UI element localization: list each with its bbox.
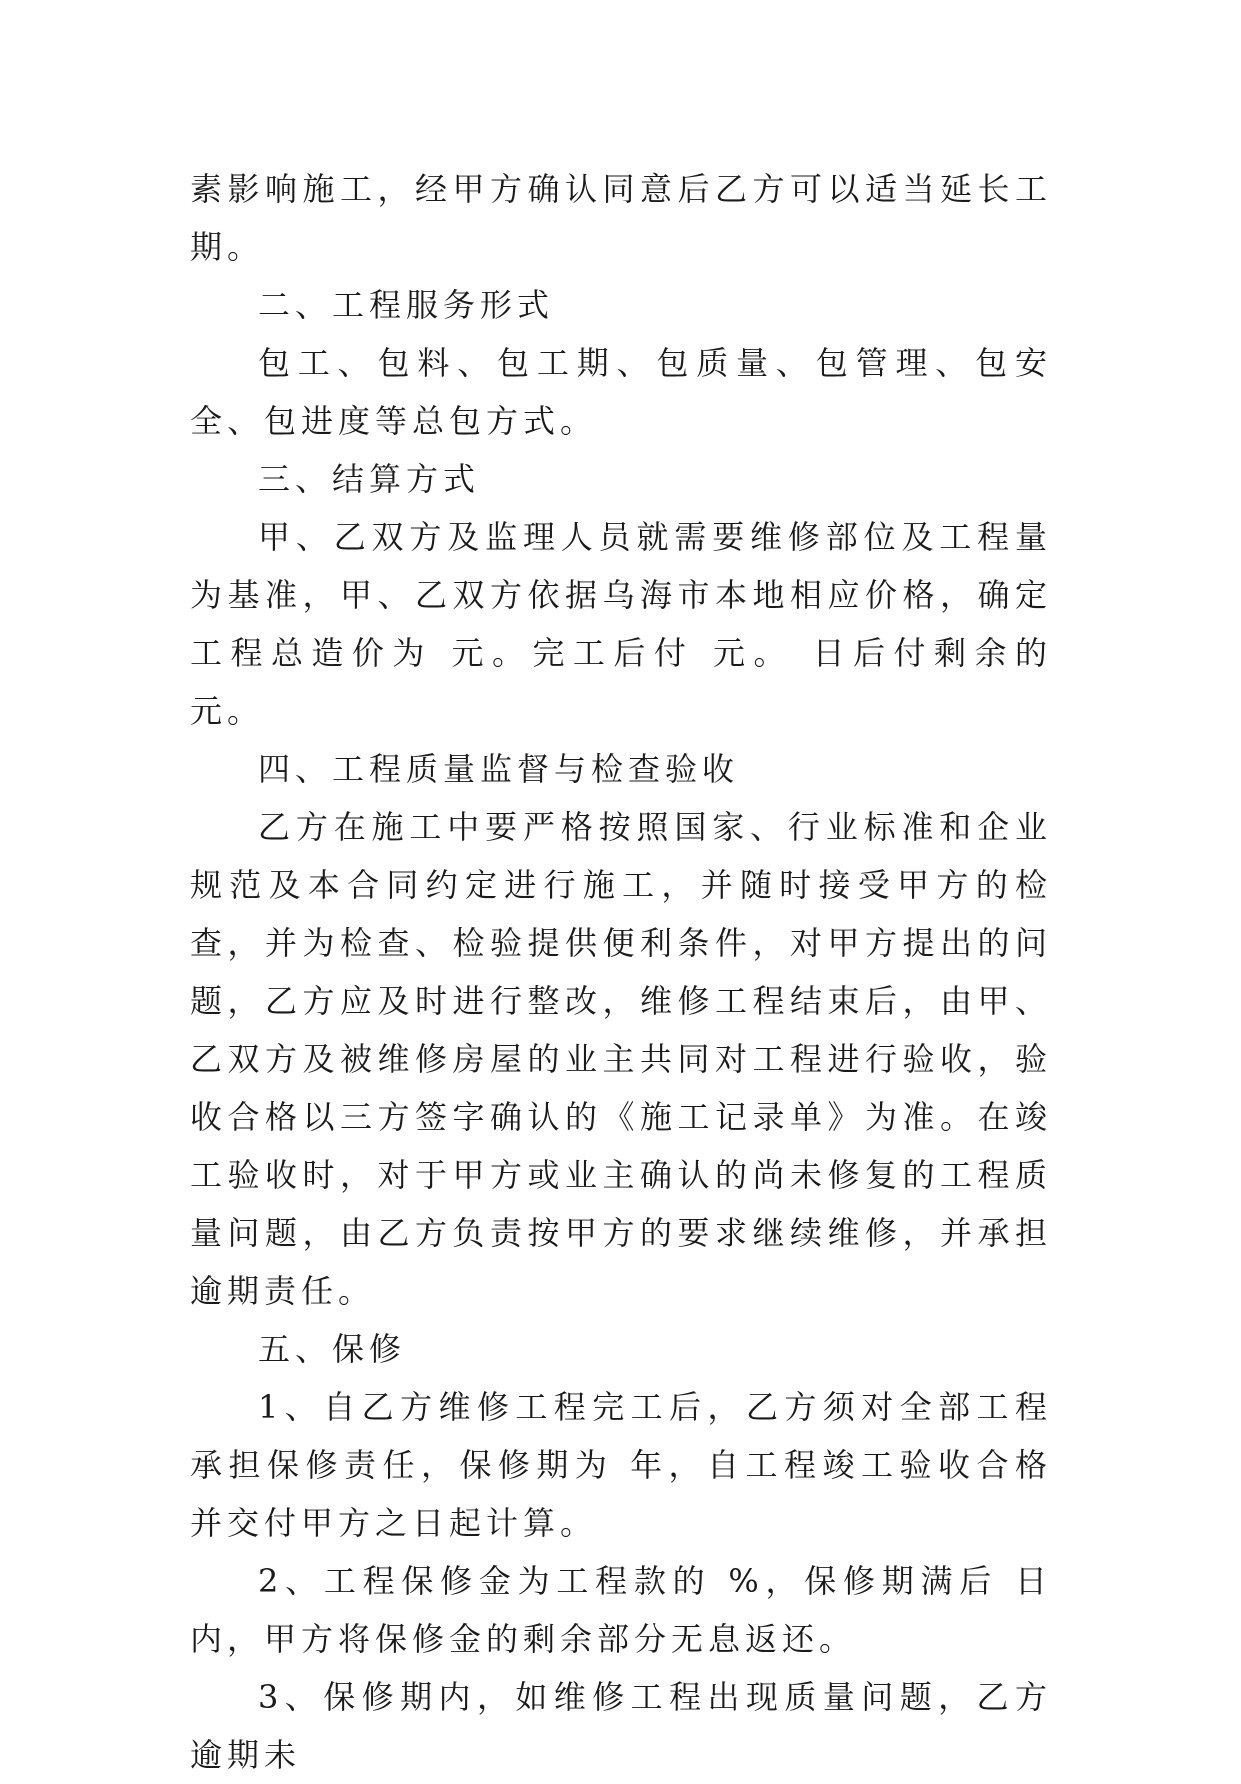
section-heading-warranty: 五、保修	[258, 1330, 407, 1368]
section-heading-service-form: 二、工程服务形式	[258, 286, 555, 324]
section-heading-quality-inspection: 四、工程质量监督与检查验收	[258, 750, 740, 788]
document-body	[190, 160, 1052, 1784]
paragraph-warranty-1: 1、自乙方维修工程完工后，乙方须对全部工程承担保修责任，保修期为 年，自工程竣工验收合格并交付甲方之日起计算。	[190, 1388, 1052, 1542]
section-heading-settlement: 三、结算方式	[258, 460, 481, 498]
paragraph-warranty-3: 3、保修期内，如维修工程出现质量问题，乙方逾期未	[190, 1678, 1052, 1774]
paragraph-continuation: 素影响施工，经甲方确认同意后乙方可以适当延长工期。	[190, 170, 1052, 266]
paragraph-service-form: 包工、包料、包工期、包质量、包管理、包安全、包进度等总包方式。	[190, 344, 1052, 440]
paragraph-warranty-2: 2、工程保修金为工程款的 %，保修期满后 日内，甲方将保修金的剩余部分无息返还。	[190, 1562, 1052, 1658]
paragraph-settlement: 甲、乙双方及监理人员就需要维修部位及工程量为基准，甲、乙双方依据乌海市本地相应价格，确定工程总造价为 元。完工后付 元。 日后付剩余的 元。	[190, 518, 1052, 730]
paragraph-quality-inspection: 乙方在施工中要严格按照国家、行业标准和企业规范及本合同约定进行施工，并随时接受甲方的检查，并为检查、检验提供便利条件，对甲方提出的问题，乙方应及时进行整改，维修工程结束后，由甲、乙双方及被维修房屋的业主共同对工程进行验收，验收合格以三方签字确认的《施工记录单》为准。在竣工验收时，对于甲方或业主确认的尚未修复的工程质量问题，由乙方负责按甲方的要求继续维修，并承担逾期责任。	[190, 808, 1052, 1310]
